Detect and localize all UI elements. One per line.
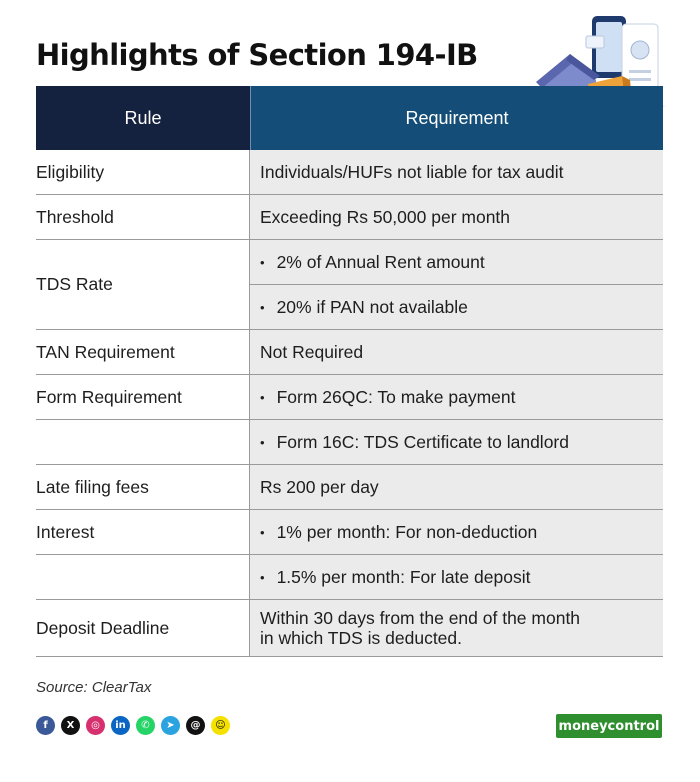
requirement-bullet: • 2% of Annual Rent amount bbox=[250, 240, 663, 285]
column-header-requirement: Requirement bbox=[250, 86, 663, 150]
requirement-bullet: • 1% per month: For non-deduction bbox=[250, 510, 663, 554]
requirement-bullet: • Form 16C: TDS Certificate to landlord bbox=[250, 420, 663, 464]
section-194ib-table bbox=[36, 86, 663, 657]
telegram-icon[interactable]: ➤ bbox=[161, 716, 180, 735]
rule-cell-empty bbox=[36, 555, 250, 599]
requirement-bullet: • 20% if PAN not available bbox=[250, 285, 663, 330]
snapchat-icon[interactable]: ☺ bbox=[211, 716, 230, 735]
table-row-late-filing-fees bbox=[36, 465, 663, 510]
bullet-icon: • bbox=[260, 569, 265, 585]
whatsapp-icon[interactable]: ✆ bbox=[136, 716, 155, 735]
table-header bbox=[36, 86, 663, 150]
requirement-cell: Individuals/HUFs not liable for tax audit bbox=[250, 150, 663, 194]
requirement-line: Within 30 days from the end of the month bbox=[260, 608, 581, 628]
table-row-threshold bbox=[36, 195, 663, 240]
table-row-form-requirement-cont bbox=[36, 420, 663, 465]
table-row-interest-cont bbox=[36, 555, 663, 600]
bullet-icon: • bbox=[260, 254, 265, 270]
rule-cell-empty bbox=[36, 420, 250, 464]
requirement-cell: Rs 200 per day bbox=[250, 465, 663, 509]
bullet-icon: • bbox=[260, 524, 265, 540]
moneycontrol-logo: moneycontrol bbox=[556, 714, 662, 738]
source-note: Source: ClearTax bbox=[36, 679, 152, 696]
facebook-icon[interactable]: f bbox=[36, 716, 55, 735]
column-header-rule: Rule bbox=[36, 86, 250, 150]
rule-cell: Form Requirement bbox=[36, 375, 250, 419]
rule-cell: TDS Rate bbox=[36, 240, 250, 330]
bullet-icon: • bbox=[260, 299, 265, 315]
rule-cell: Interest bbox=[36, 510, 250, 554]
table-row-interest bbox=[36, 510, 663, 555]
requirement-line: in which TDS is deducted. bbox=[260, 628, 463, 648]
requirement-bullet: • 1.5% per month: For late deposit bbox=[250, 555, 663, 599]
requirement-cell: Exceeding Rs 50,000 per month bbox=[250, 195, 663, 239]
table-row-deposit-deadline bbox=[36, 600, 663, 657]
rule-cell: Eligibility bbox=[36, 150, 250, 194]
bullet-icon: • bbox=[260, 434, 265, 450]
table-row-tan-requirement bbox=[36, 330, 663, 375]
table-row-form-requirement bbox=[36, 375, 663, 420]
x-icon[interactable]: X bbox=[61, 716, 80, 735]
social-links bbox=[36, 716, 230, 735]
rule-cell: TAN Requirement bbox=[36, 330, 250, 374]
page-title: Highlights of Section 194-IB bbox=[36, 38, 478, 72]
rule-cell: Threshold bbox=[36, 195, 250, 239]
requirement-cell bbox=[250, 600, 663, 656]
linkedin-icon[interactable]: in bbox=[111, 716, 130, 735]
threads-icon[interactable]: @ bbox=[186, 716, 205, 735]
rule-cell: Late filing fees bbox=[36, 465, 250, 509]
bullet-icon: • bbox=[260, 389, 265, 405]
requirement-cell: Not Required bbox=[250, 330, 663, 374]
requirement-bullet: • Form 26QC: To make payment bbox=[250, 375, 663, 419]
table-row-tds-rate bbox=[36, 240, 663, 330]
instagram-icon[interactable]: ◎ bbox=[86, 716, 105, 735]
rule-cell: Deposit Deadline bbox=[36, 600, 250, 656]
table-row-eligibility bbox=[36, 150, 663, 195]
